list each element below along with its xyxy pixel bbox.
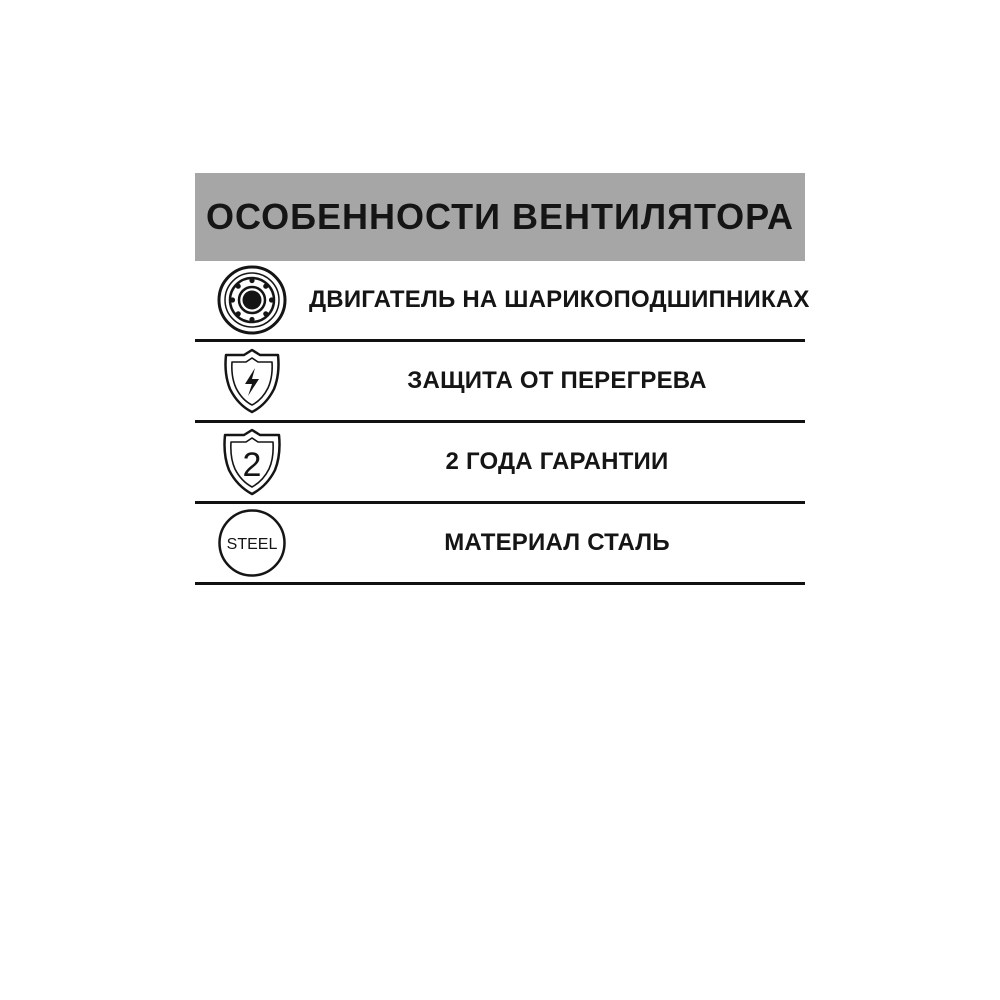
feature-row: [195, 504, 805, 585]
page-title: ОСОБЕННОСТИ ВЕНТИЛЯТОРА: [206, 196, 794, 237]
feature-label: ЗАЩИТА ОТ ПЕРЕГРЕВА: [407, 367, 707, 394]
feature-label: ДВИГАТЕЛЬ НА ШАРИКОПОДШИПНИКАХ: [309, 286, 810, 313]
title-bar: [195, 173, 805, 261]
feature-row: [195, 342, 805, 423]
feature-label: 2 ГОДА ГАРАНТИИ: [445, 448, 669, 475]
shield-number-text: 2: [242, 446, 262, 484]
steel-badge-text: STEEL: [226, 536, 278, 553]
ball-bearing-icon: [217, 265, 287, 335]
steel-badge-icon: [217, 508, 287, 578]
shield-lightning-icon: [221, 347, 283, 415]
feature-icon-cell: [195, 261, 309, 339]
feature-icon-cell: [195, 504, 309, 582]
feature-row: [195, 423, 805, 504]
feature-row: [195, 261, 810, 342]
feature-icon-cell: [195, 423, 309, 501]
feature-label: МАТЕРИАЛ СТАЛЬ: [444, 529, 670, 556]
shield-number-icon: [220, 427, 284, 497]
feature-icon-cell: [195, 342, 309, 420]
features-card: [195, 173, 810, 585]
